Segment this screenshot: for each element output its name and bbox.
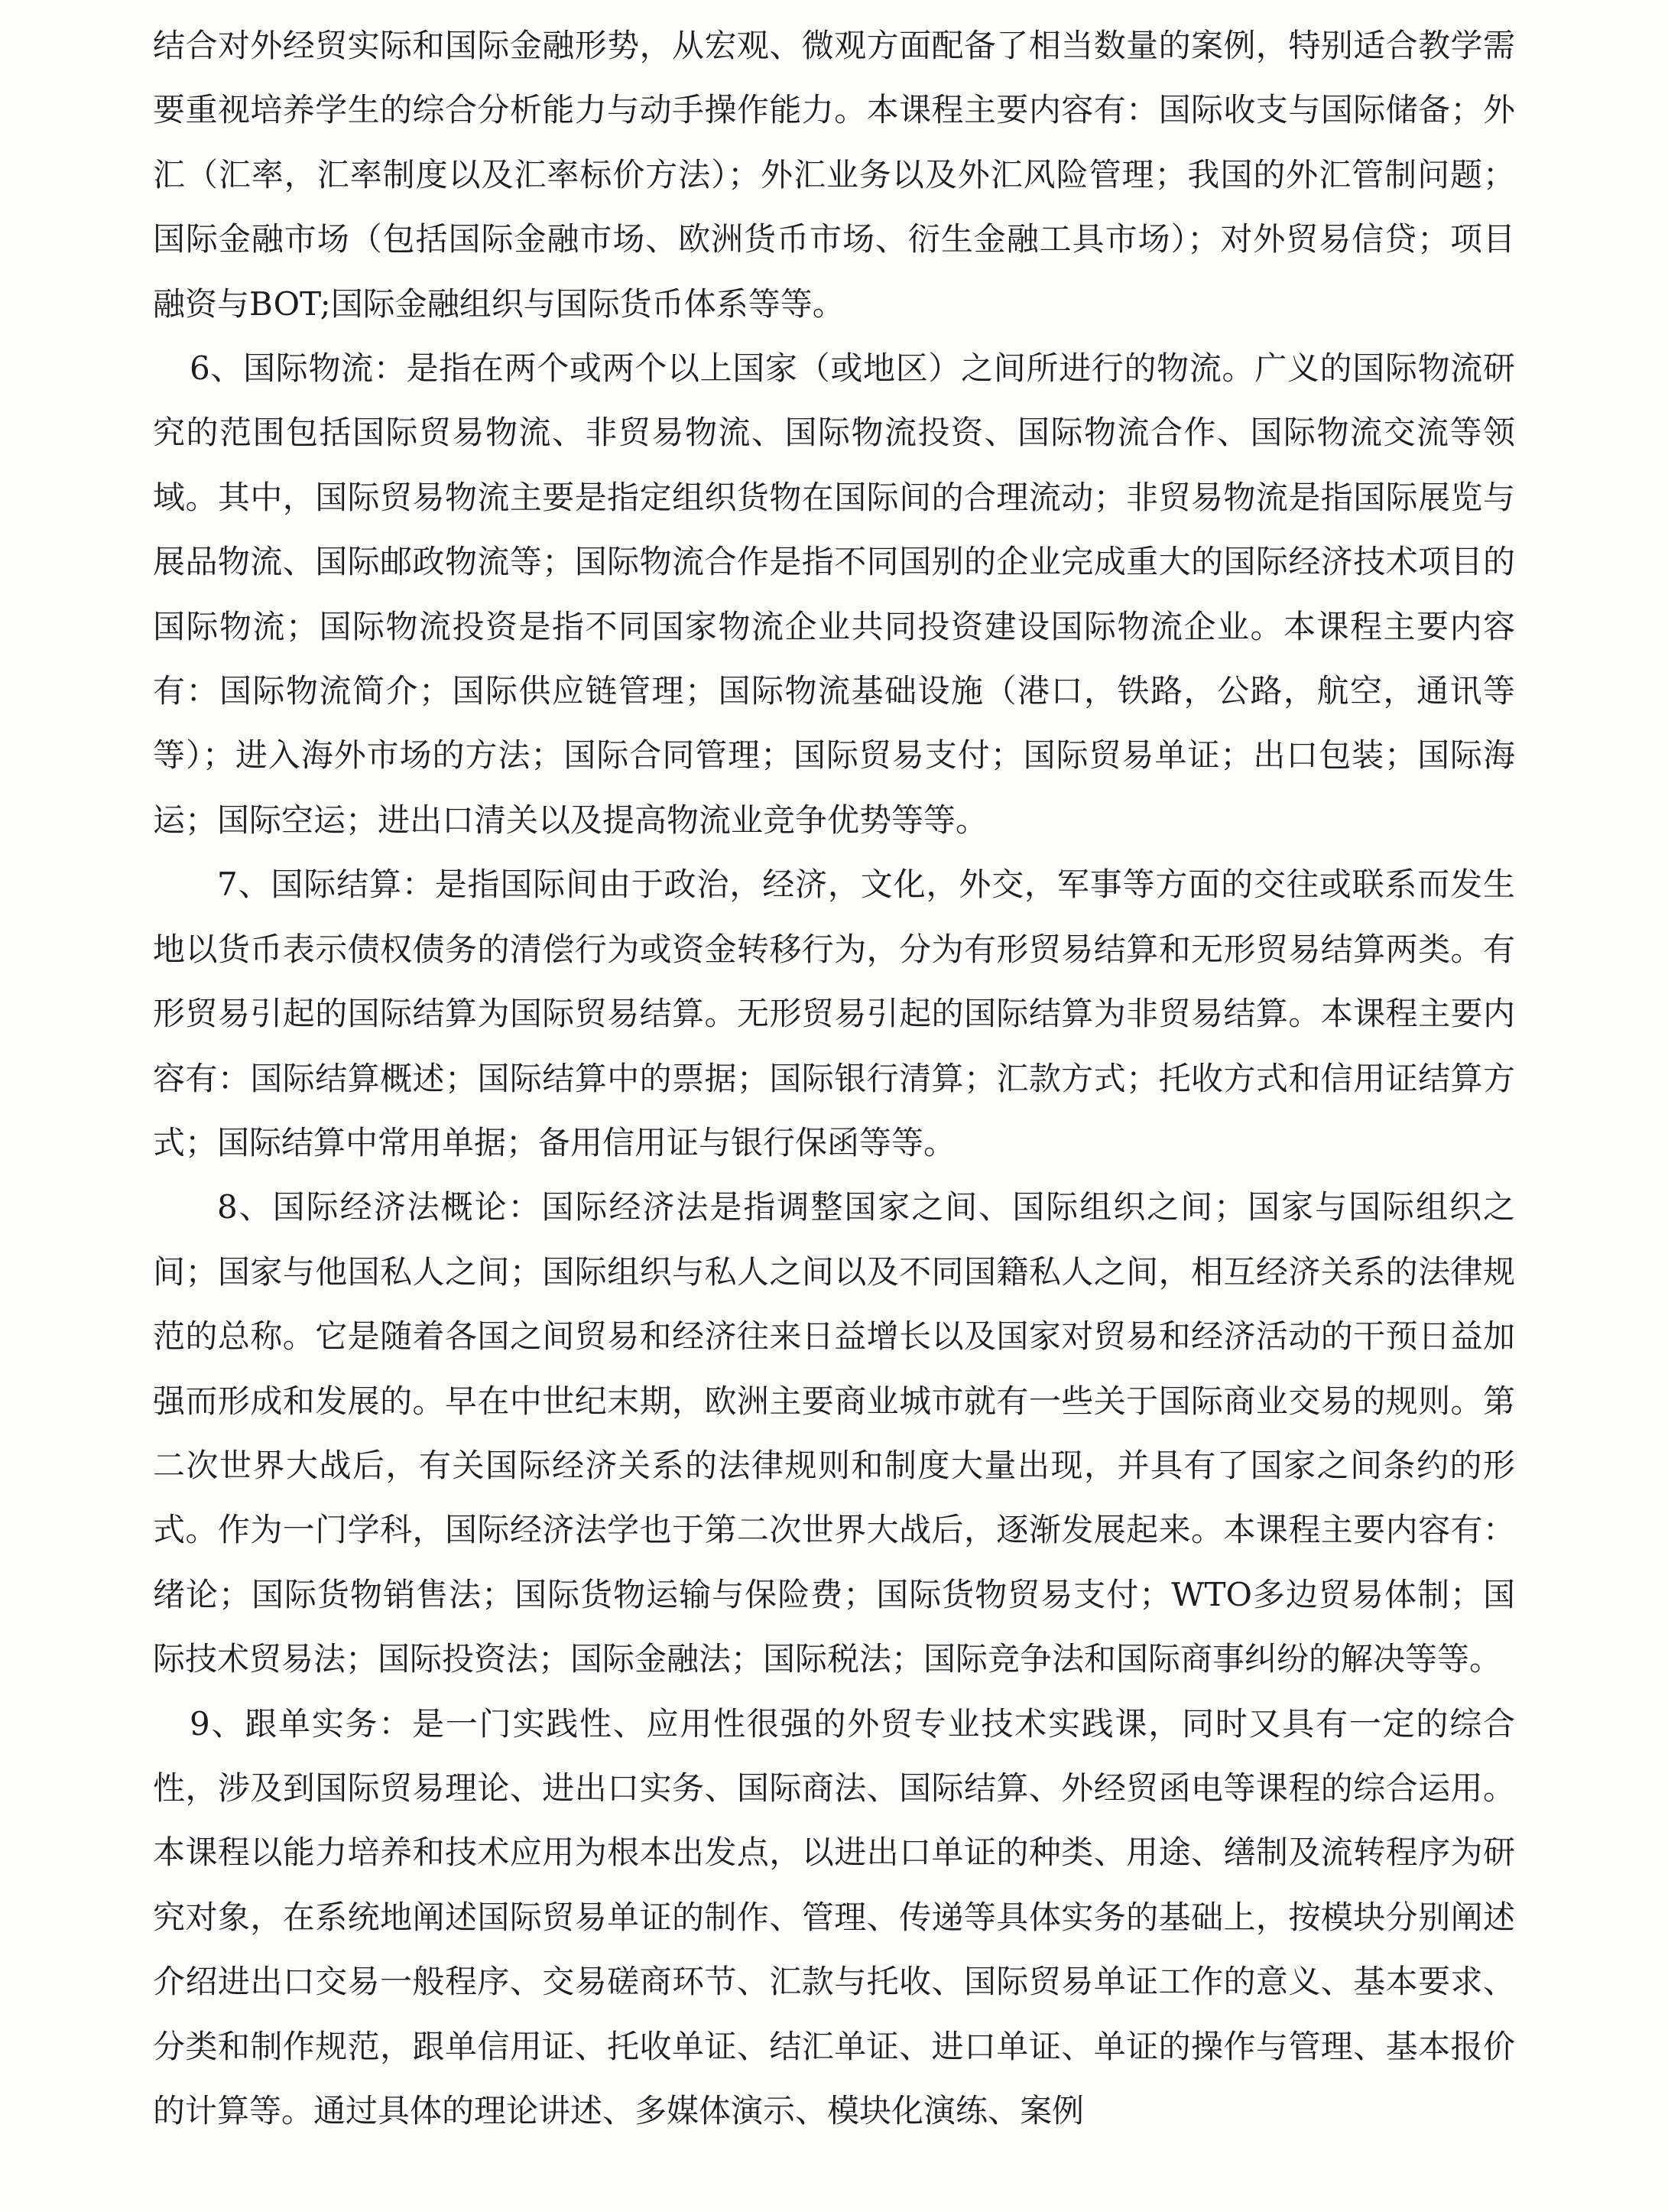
paragraph-intl-settlement: 7、国际结算：是指国际间由于政治，经济，文化，外交，军事等方面的交往或联系而发生地以货币表示债权债务的清偿行为或资金转移行为，分为有形贸易结算和无形贸易结算两类。有形贸易引起的国际结算为国际贸易结算。无形贸易引起的国际结算为非贸易结算。本课程主要内容有：国际结算概述；国际结算中的票据；国际银行清算；汇款方式；托收方式和信用证结算方式；国际结算中常用单据；备用信用证与银行保函等等。: [153, 866, 1515, 1161]
paragraph-intl-logistics: 6、国际物流：是指在两个或两个以上国家（或地区）之间所进行的物流。广义的国际物流研究的范围包括国际贸易物流、非贸易物流、国际物流投资、国际物流合作、国际物流交流等领域。其中，国际贸易物流主要是指定组织货物在国际间的合理流动；非贸易物流是指国际展览与展品物流、国际邮政物流等；国际物流合作是指不同国别的企业完成重大的国际经济技术项目的国际物流；国际物流投资是指不同国家物流企业共同投资建设国际物流企业。本课程主要内容有：国际物流简介；国际供应链管理；国际物流基础设施（港口，铁路，公路，航空，通讯等等）；进入海外市场的方法；国际合同管理；国际贸易支付；国际贸易单证；出口包装；国际海运；国际空运；进出口清关以及提高物流业竞争优势等等。: [153, 349, 1515, 839]
paragraph-intl-economic-law: 8、国际经济法概论：国际经济法是指调整国家之间、国际组织之间；国家与国际组织之间；国家与他国私人之间；国际组织与私人之间以及不同国籍私人之间，相互经济关系的法律规范的总称。它是随着各国之间贸易和经济往来日益增长以及国家对贸易和经济活动的干预日益加强而形成和发展的。早在中世纪末期，欧洲主要商业城市就有一些关于国际商业交易的规则。第二次世界大战后，有关国际经济关系的法律规则和制度大量出现，并具有了国家之间条约的形式。作为一门学科，国际经济法学也于第二次世界大战后，逐渐发展起来。本课程主要内容有：绪论；国际货物销售法；国际货物运输与保险费；国际货物贸易支付；WTO多边贸易体制；国际技术贸易法；国际投资法；国际金融法；国际税法；国际竞争法和国际商事纠纷的解决等等。: [153, 1188, 1515, 1678]
document-body: [153, 14, 1515, 2143]
paragraph-document-practice: 9、跟单实务：是一门实践性、应用性很强的外贸专业技术实践课，同时又具有一定的综合性，涉及到国际贸易理论、进出口实务、国际商法、国际结算、外经贸函电等课程的综合运用。本课程以能力培养和技术应用为根本出发点，以进出口单证的种类、用途、缮制及流转程序为研究对象，在系统地阐述国际贸易单证的制作、管理、传递等具体实务的基础上，按模块分别阐述介绍进出口交易一般程序、交易磋商环节、汇款与托收、国际贸易单证工作的意义、基本要求、分类和制作规范，跟单信用证、托收单证、结汇单证、进口单证、单证的操作与管理、基本报价的计算等。通过具体的理论讲述、多媒体演示、模块化演练、案例: [153, 1704, 1515, 2129]
paragraph-intl-finance-continued: 结合对外经贸实际和国际金融形势，从宏观、微观方面配备了相当数量的案例，特别适合教学需要重视培养学生的综合分析能力与动手操作能力。本课程主要内容有：国际收支与国际储备；外汇（汇率，汇率制度以及汇率标价方法）；外汇业务以及外汇风险管理；我国的外汇管制问题；国际金融市场（包括国际金融市场、欧洲货币市场、衍生金融工具市场）；对外贸易信贷；项目融资与BOT;国际金融组织与国际货币体系等等。: [153, 27, 1515, 323]
